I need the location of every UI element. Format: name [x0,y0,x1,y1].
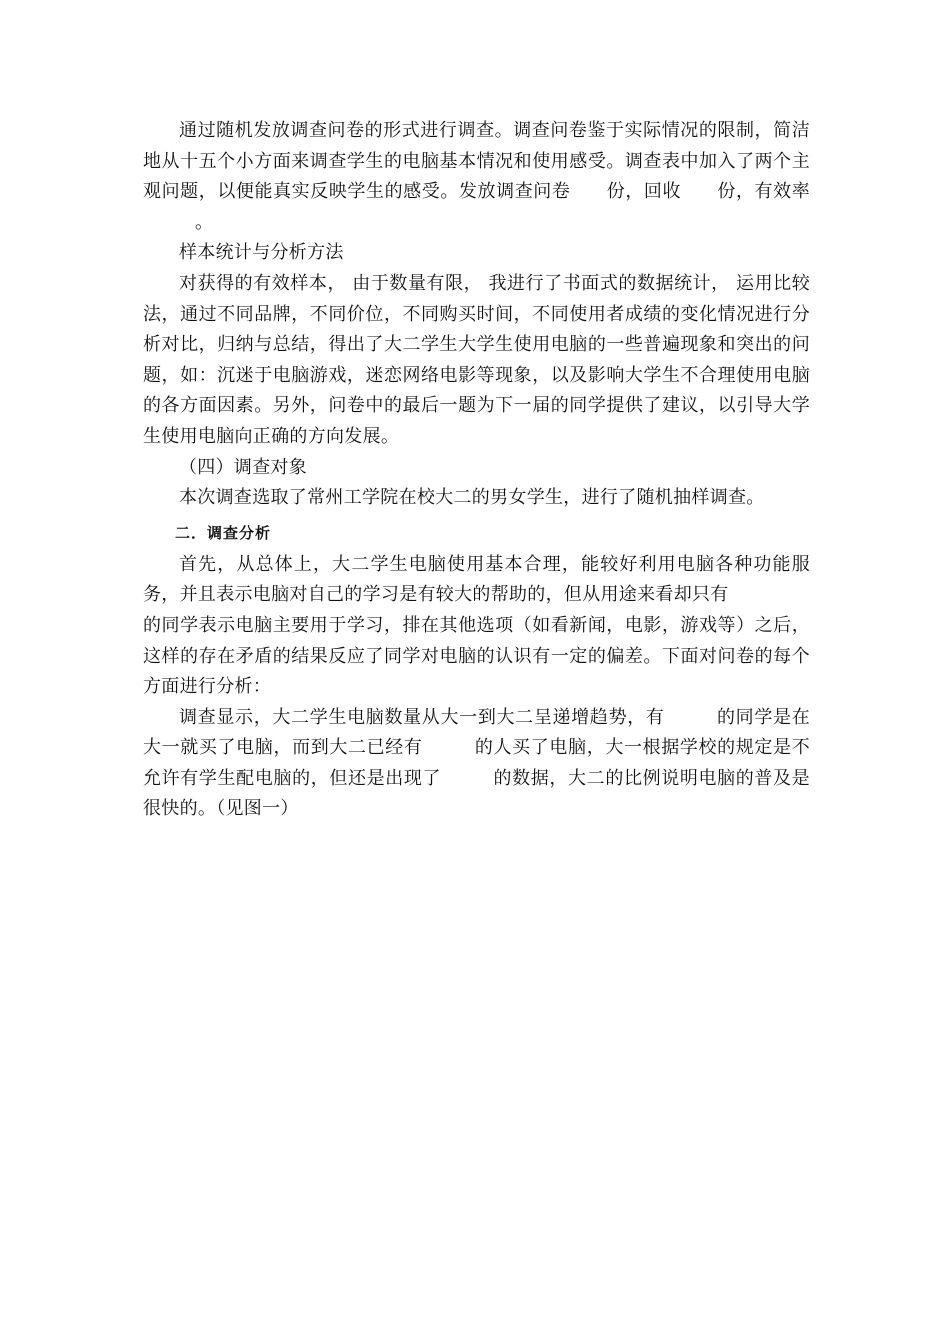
survey-method-text-1: 通过随机发放调查问卷的形式进行调查。调查问卷鉴于实际情况的限制，简洁地从十五个小方面来调查学生的电脑基本情况和使用感受。调查表中加入了两个主观问题，以便能真实反映学生的感受。发放调查问卷 [143,120,810,203]
survey-method-text-4: 。 [195,211,214,233]
paragraph-overall-analysis-continued: 的同学表示电脑主要用于学习，排在其他选项（如看新闻，电影，游戏等）之后，这样的存在矛盾的结果反应了同学对电脑的认识有一定的偏差。下面对问卷的每个方面进行分析： [143,614,810,698]
paragraph-overall-analysis: 首先，从总体上，大二学生电脑使用基本合理，能较好利用电脑各种功能服务，并且表示电脑对自己的学习是有较大的帮助的，但从用途来看却只有 [143,553,810,606]
paragraph-survey-subjects: 本次调查选取了常州工学院在校大二的男女学生，进行了随机抽样调查。 [179,487,765,509]
paragraph-computer-ownership [143,703,810,825]
ownership-text-4: 的数据，大二的比例说明电脑的普及是很快的。（见图一） [143,767,810,820]
section-title-survey-subjects: （四）调查对象 [179,456,308,478]
survey-method-text-3: 份，有效率 [717,181,811,203]
heading-survey-analysis: 二．调查分析 [175,523,272,542]
paragraph-sample-analysis: 对获得的有效样本， 由于数量有限， 我进行了书面式的数据统计， 运用比较法，通过不同品牌，不同价位，不同购买时间，不同使用者成绩的变化情况进行分析对比，归纳与总结，得出了大二学生大学生使用电脑的一些普遍现象和突出的问题，如：沉迷于电脑游戏，迷恋网络电影等现象，以及影响大学生不合理使用电脑的各方面因素。另外，问卷中的最后一题为下一届的同学提供了建议，以引导大学生使用电脑向正确的方向发展。 [143,272,810,447]
section-title-sample-statistics: 样本统计与分析方法 [179,242,344,264]
ownership-text-2: 的同学是在大一就买了电脑，而到大二已经有 [143,706,810,759]
document-body [143,116,810,825]
ownership-text-3: 的人买了电脑，大一根据学校的规定是不允许有学生配电脑的，但还是出现了 [143,737,810,789]
ownership-text-1: 调查显示，大二学生电脑数量从大一到大二呈递增趋势，有 [179,706,665,728]
survey-method-text-2: 份，回收 [606,181,682,203]
paragraph-survey-method [143,116,810,238]
